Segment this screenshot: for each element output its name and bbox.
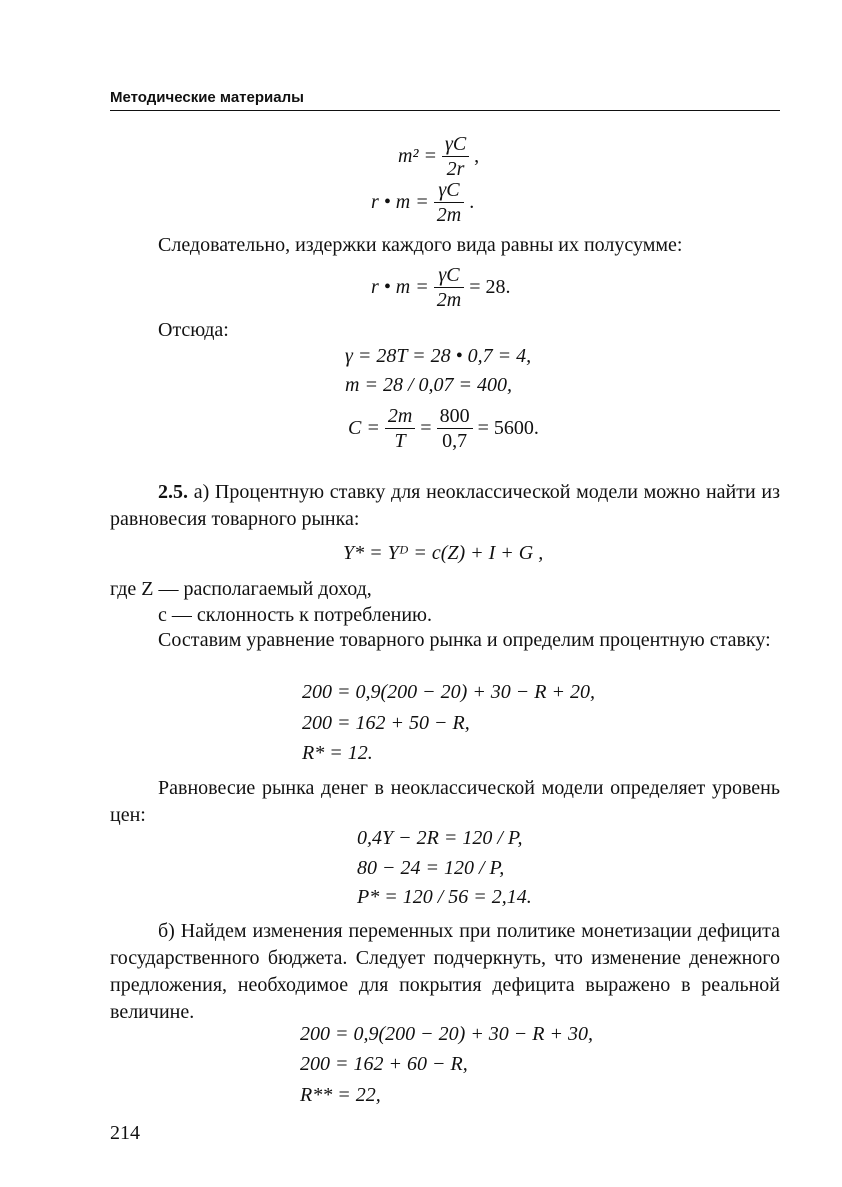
fraction-denominator: T: [394, 430, 406, 452]
equation-8: 200 = 0,9(200 − 20) + 30 − R + 20,: [302, 681, 596, 703]
fraction-denominator: 2m: [436, 204, 462, 226]
equation-3: [368, 263, 513, 312]
fraction-1: [385, 404, 415, 453]
page-number: 214: [110, 1122, 140, 1144]
fraction: [434, 178, 464, 227]
equation-lhs: C =: [348, 417, 380, 439]
equation-5: m = 28 / 0,07 = 400,: [345, 374, 512, 396]
section-number: 2.5.: [158, 481, 188, 503]
paragraph-text: Равновесие рынка денег в неоклассической модели определяет уровень цен:: [110, 777, 780, 826]
equation-14: 200 = 0,9(200 − 20) + 30 − R + 30,: [300, 1023, 594, 1045]
equation-7: Y* = Yᴰ = c(Z) + I + G ,: [343, 542, 544, 564]
equation-12: 80 − 24 = 120 / P,: [357, 857, 505, 879]
fraction: [434, 263, 464, 312]
paragraph-text: а) Процентную ставку для неоклассической модели можно найти из равновесия товарного рынка:: [110, 481, 780, 530]
equation-16: R** = 22,: [300, 1084, 381, 1106]
equation-11: 0,4Y − 2R = 120 / P,: [357, 827, 523, 849]
fraction: [442, 132, 469, 181]
fraction-2: [437, 404, 473, 453]
fraction-numerator: γC: [434, 263, 464, 288]
running-header: Методические материалы: [110, 89, 780, 111]
fraction-denominator: 0,7: [442, 430, 468, 452]
definition-c: c — склонность к потреблению.: [158, 604, 432, 626]
equation-lhs: r • m =: [371, 191, 429, 213]
paragraph-7: [110, 918, 780, 1026]
fraction-denominator: 2r: [446, 158, 465, 180]
definition-z: где Z — располагаемый доход,: [110, 578, 372, 600]
equation-9: 200 = 162 + 50 − R,: [302, 712, 470, 734]
fraction-numerator: 800: [437, 404, 473, 429]
equation-tail: .: [469, 191, 475, 213]
equation-lhs: m² =: [398, 145, 437, 167]
paragraph-5: [110, 627, 780, 654]
equation-10: R* = 12.: [302, 742, 373, 764]
equation-15: 200 = 162 + 60 − R,: [300, 1053, 468, 1075]
equation-lhs: r • m =: [371, 276, 429, 298]
equation-2: [368, 178, 477, 227]
equation-tail: = 5600.: [477, 417, 539, 439]
paragraph-6: [110, 775, 780, 829]
fraction-denominator: 2m: [436, 289, 462, 311]
equation-1: [395, 132, 482, 181]
equation-tail: = 28.: [469, 276, 511, 298]
paragraph-2: Отсюда:: [158, 319, 229, 341]
equation-6: [345, 404, 542, 453]
equation-13: P* = 120 / 56 = 2,14.: [357, 886, 532, 908]
equation-tail: ,: [474, 145, 480, 167]
paragraph-1: Следовательно, издержки каждого вида равны их полусумме:: [158, 234, 683, 256]
equation-4: γ = 28T = 28 • 0,7 = 4,: [345, 345, 532, 367]
paragraph-text: Составим уравнение товарного рынка и определим процентную ставку:: [158, 629, 771, 651]
paragraph-3: [110, 479, 780, 533]
fraction-numerator: γC: [442, 132, 469, 157]
paragraph-text: б) Найдем изменения переменных при политике монетизации дефицита государственного бюджета. Следует подчеркнуть, что изменение денежного предложения, необходимое для покрытия дефицита выражено в реальной величине.: [110, 920, 780, 1023]
equals-sign: =: [420, 417, 432, 439]
fraction-numerator: γC: [434, 178, 464, 203]
fraction-numerator: 2m: [385, 404, 415, 429]
